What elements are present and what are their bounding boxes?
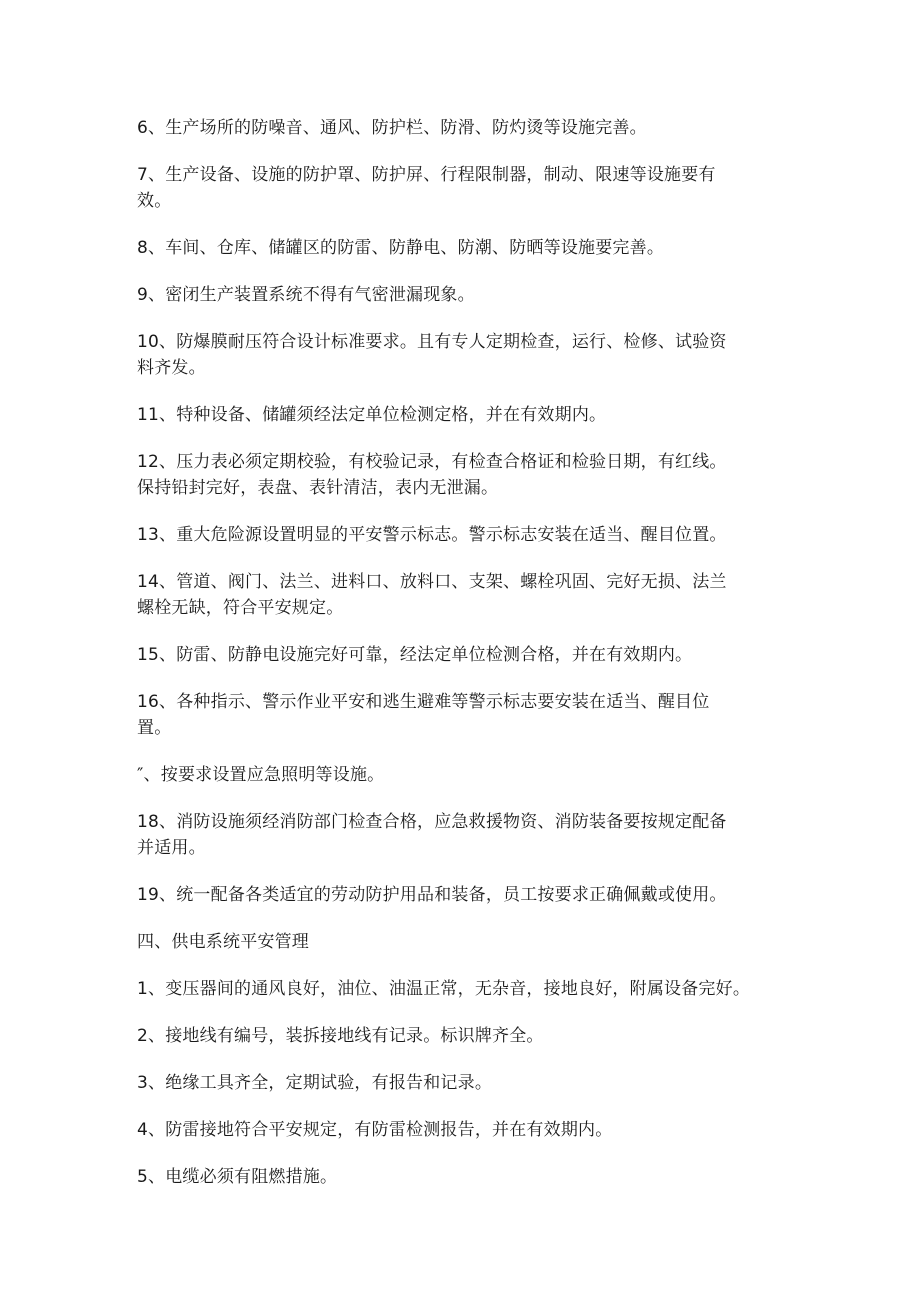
item-14-line-2: 螺栓无缺，符合平安规定。: [137, 598, 344, 618]
item-7: [137, 162, 817, 214]
item-17: ″、按要求设置应急照明等设施。: [137, 765, 385, 785]
item-18-line-1: 18、消防设施须经消防部门检查合格，应急救援物资、消防装备要按规定配备: [137, 812, 727, 832]
item-9: 9、密闭生产装置系统不得有气密泄漏现象。: [137, 285, 475, 305]
power-item-4: 4、防雷接地符合平安规定，有防雷检测报告，并在有效期内。: [137, 1120, 613, 1140]
section-heading-4: 四、供电系统平安管理: [137, 932, 309, 952]
item-16: [137, 689, 817, 741]
power-item-3: 3、绝缘工具齐全，定期试验，有报告和记录。: [137, 1073, 493, 1093]
item-15: 15、防雷、防静电设施完好可靠，经法定单位检测合格，并在有效期内。: [137, 645, 693, 665]
item-13: 13、重大危险源设置明显的平安警示标志。警示标志安装在适当、醒目位置。: [137, 525, 727, 545]
item-14-line-1: 14、管道、阀门、法兰、进料口、放料口、支架、螺栓巩固、完好无损、法兰: [137, 572, 727, 592]
item-7-line-2: 效。: [137, 191, 172, 211]
item-12-line-1: 12、压力表必须定期校验，有校验记录，有检查合格证和检验日期，有红线。: [137, 452, 727, 472]
power-item-5: 5、电缆必须有阻燃措施。: [137, 1167, 338, 1187]
item-18: [137, 809, 817, 861]
item-11: 11、特种设备、储罐须经法定单位检测定格，并在有效期内。: [137, 405, 607, 425]
item-16-line-1: 16、各种指示、警示作业平安和逃生避难等警示标志要安装在适当、醒目位: [137, 692, 710, 712]
item-14: [137, 569, 817, 621]
item-18-line-2: 并适用。: [137, 838, 206, 858]
item-12: [137, 449, 817, 501]
item-19: 19、统一配备各类适宜的劳动防护用品和装备，员工按要求正确佩戴或使用。: [137, 885, 727, 905]
item-12-line-2: 保持铅封完好，表盘、表针清洁，表内无泄漏。: [137, 478, 499, 498]
item-10-line-1: 10、防爆膜耐压符合设计标准要求。且有专人定期检查，运行、检修、试验资: [137, 332, 727, 352]
item-10: [137, 329, 817, 381]
item-6: 6、生产场所的防噪音、通风、防护栏、防滑、防灼烫等设施完善。: [137, 118, 647, 138]
item-7-line-1: 7、生产设备、设施的防护罩、防护屏、行程限制器，制动、限速等设施要有: [137, 165, 716, 185]
document-body: [137, 115, 817, 1211]
item-16-line-2: 置。: [137, 718, 172, 738]
power-item-1: 1、变压器间的通风良好，油位、油温正常，无杂音，接地良好，附属设备完好。: [137, 979, 751, 999]
power-item-2: 2、接地线有编号，装拆接地线有记录。标识牌齐全。: [137, 1026, 544, 1046]
item-10-line-2: 料齐发。: [137, 358, 206, 378]
item-8: 8、车间、仓库、储罐区的防雷、防静电、防潮、防晒等设施要完善。: [137, 238, 665, 258]
